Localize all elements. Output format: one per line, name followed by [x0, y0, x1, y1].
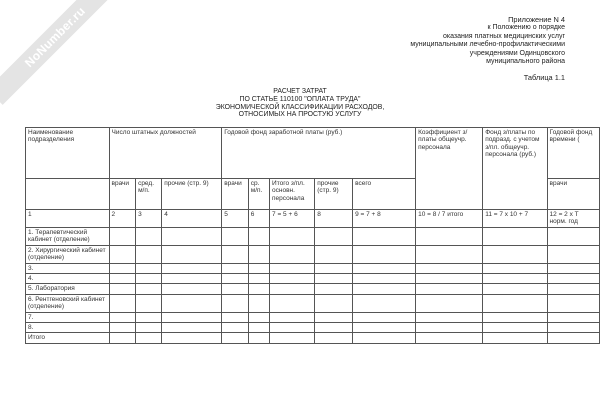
table-cell[interactable]	[353, 312, 416, 322]
header-other-fund: прочие (стр. 9)	[315, 179, 353, 210]
table-row	[26, 263, 600, 273]
table-cell[interactable]	[222, 274, 249, 284]
table-cell[interactable]	[136, 263, 162, 273]
header-doctors-time: врачи	[547, 179, 599, 210]
table-cell[interactable]	[483, 263, 547, 273]
column-number: 12 = 2 x Т норм. год	[547, 210, 599, 228]
table-cell[interactable]	[315, 245, 353, 263]
column-number: 2	[109, 210, 136, 228]
table-cell[interactable]	[136, 245, 162, 263]
table-cell[interactable]	[483, 284, 547, 294]
table-cell[interactable]	[547, 312, 599, 322]
table-cell[interactable]	[270, 274, 315, 284]
table-cell[interactable]	[547, 294, 599, 312]
table-row	[26, 245, 600, 263]
table-cell[interactable]	[136, 294, 162, 312]
table-row	[26, 274, 600, 284]
appendix-header	[245, 16, 565, 66]
table-cell[interactable]	[248, 228, 269, 246]
table-cell[interactable]	[270, 333, 315, 343]
table-cell[interactable]	[248, 245, 269, 263]
table-cell[interactable]	[547, 323, 599, 333]
table-cell[interactable]	[353, 245, 416, 263]
table-cell[interactable]	[483, 294, 547, 312]
header-mid-staff-fund: ср. м/п.	[248, 179, 269, 210]
table-cell[interactable]	[315, 333, 353, 343]
table-cell[interactable]	[109, 294, 136, 312]
table-cell[interactable]	[109, 312, 136, 322]
appendix-line: учреждениями Одинцовского	[469, 49, 565, 57]
header-mid-staff: сред. м/п.	[136, 179, 162, 210]
table-cell[interactable]	[547, 274, 599, 284]
column-number: 4	[162, 210, 222, 228]
table-cell[interactable]	[315, 312, 353, 322]
table-cell[interactable]	[109, 333, 136, 343]
table-cell[interactable]	[248, 312, 269, 322]
table-cell[interactable]	[136, 228, 162, 246]
table-cell[interactable]	[248, 323, 269, 333]
appendix-line: оказания платных медицинских услуг	[442, 32, 565, 40]
table-cell[interactable]	[162, 263, 222, 273]
table-cell[interactable]	[315, 263, 353, 273]
table-row	[26, 294, 600, 312]
table-cell[interactable]	[222, 312, 249, 322]
table-cell[interactable]	[162, 333, 222, 343]
table-cell[interactable]	[162, 274, 222, 284]
row-label: Итого	[26, 333, 110, 343]
table-cell[interactable]	[483, 312, 547, 322]
table-row	[26, 228, 600, 246]
row-label: 7.	[26, 312, 110, 322]
table-cell[interactable]	[136, 333, 162, 343]
table-cell[interactable]	[109, 284, 136, 294]
column-number: 8	[315, 210, 353, 228]
table-cell[interactable]	[416, 323, 483, 333]
table-cell[interactable]	[353, 294, 416, 312]
table-cell[interactable]	[162, 323, 222, 333]
table-cell[interactable]	[547, 284, 599, 294]
header-doctors-fund: врачи	[222, 179, 249, 210]
table-cell[interactable]	[222, 245, 249, 263]
header-staff-count: Число штатных должностей	[109, 128, 222, 179]
column-number: 6	[248, 210, 269, 228]
header-coefficient: Коэффициент з/платы общеучр. персонала	[416, 128, 483, 210]
table-row	[26, 323, 600, 333]
appendix-line: муниципального района	[486, 58, 565, 66]
row-label: 5. Лаборатория	[26, 284, 110, 294]
table-cell[interactable]	[162, 312, 222, 322]
table-cell[interactable]	[416, 274, 483, 284]
watermark: NoNumber.ru	[0, 0, 123, 105]
table-cell[interactable]	[270, 263, 315, 273]
appendix-line: к Положению о порядке	[487, 24, 565, 32]
table-cell[interactable]	[222, 323, 249, 333]
table-cell[interactable]	[353, 323, 416, 333]
table-cell[interactable]	[353, 284, 416, 294]
appendix-line: муниципальными лечебно-профилактическими	[410, 41, 565, 49]
table-cell[interactable]	[416, 312, 483, 322]
cost-table	[25, 127, 600, 344]
table-cell[interactable]	[353, 263, 416, 273]
table-cell[interactable]	[162, 245, 222, 263]
column-number-row	[26, 210, 600, 228]
title-line: ЭКОНОМИЧЕСКОЙ КЛАССИФИКАЦИИ РАСХОДОВ,	[215, 103, 385, 111]
column-number: 3	[136, 210, 162, 228]
table-cell[interactable]	[416, 245, 483, 263]
table-cell[interactable]	[315, 274, 353, 284]
table-cell[interactable]	[353, 274, 416, 284]
table-cell[interactable]	[416, 294, 483, 312]
table-cell[interactable]	[547, 245, 599, 263]
table-cell[interactable]	[315, 284, 353, 294]
row-label: 8.	[26, 323, 110, 333]
header-total-main: Итого з/пл. основн. персонала	[270, 179, 315, 210]
header-annual-time: Годовой фонд времени (	[547, 128, 599, 179]
table-number: Таблица 1.1	[523, 73, 565, 82]
table-cell[interactable]	[248, 263, 269, 273]
table-cell[interactable]	[162, 284, 222, 294]
header-fund-by-unit: Фонд з/платы по подразд. с учетом з/пл. общеучр. персонала (руб.)	[483, 128, 547, 210]
column-number: 1	[26, 210, 110, 228]
table-cell[interactable]	[547, 228, 599, 246]
row-label: 2. Хирургический кабинет (отделение)	[26, 245, 110, 263]
table-cell[interactable]	[136, 284, 162, 294]
table-cell[interactable]	[270, 228, 315, 246]
title-line: ПО СТАТЬЕ 110100 "ОПЛАТА ТРУДА"	[239, 95, 361, 103]
row-label: 4.	[26, 274, 110, 284]
table-cell[interactable]	[109, 323, 136, 333]
header-doctors: врачи	[109, 179, 136, 210]
column-number: 11 = 7 x 10 + 7	[483, 210, 547, 228]
table-cell[interactable]	[222, 333, 249, 343]
table-cell[interactable]	[353, 333, 416, 343]
column-number: 10 = 8 / 7 итого	[416, 210, 483, 228]
row-label: 6. Рентгеновский кабинет (отделение)	[26, 294, 110, 312]
table-cell[interactable]	[222, 294, 249, 312]
column-number: 7 = 5 + 6	[270, 210, 315, 228]
table-cell[interactable]	[248, 294, 269, 312]
table-cell[interactable]	[416, 284, 483, 294]
table-cell[interactable]	[248, 333, 269, 343]
table-cell[interactable]	[547, 263, 599, 273]
table-cell[interactable]	[270, 323, 315, 333]
table-cell[interactable]	[222, 263, 249, 273]
table-cell[interactable]	[162, 294, 222, 312]
table-cell[interactable]	[248, 274, 269, 284]
table-cell[interactable]	[109, 263, 136, 273]
title-line: РАСЧЕТ ЗАТРАТ	[273, 88, 327, 95]
table-cell[interactable]	[222, 284, 249, 294]
table-row	[26, 284, 600, 294]
header-annual-fund: Годовой фонд заработной платы (руб.)	[222, 128, 416, 179]
title-line: ОТНОСИМЫХ НА ПРОСТУЮ УСЛУГУ	[238, 111, 362, 119]
table-cell[interactable]	[109, 274, 136, 284]
table-cell[interactable]	[483, 323, 547, 333]
table-cell[interactable]	[270, 284, 315, 294]
column-number: 5	[222, 210, 249, 228]
table-cell[interactable]	[483, 274, 547, 284]
table-cell[interactable]	[315, 323, 353, 333]
table-cell[interactable]	[109, 228, 136, 246]
table-row	[26, 333, 600, 343]
table-cell[interactable]	[416, 333, 483, 343]
table-cell[interactable]	[353, 228, 416, 246]
table-cell[interactable]	[315, 294, 353, 312]
table-cell[interactable]	[109, 245, 136, 263]
document-title	[150, 88, 450, 119]
table-cell[interactable]	[483, 228, 547, 246]
table-cell[interactable]	[315, 228, 353, 246]
header-total-all: всего	[353, 179, 416, 210]
header-sub-empty	[26, 179, 110, 210]
row-label: 1. Терапевтический кабинет (отделение)	[26, 228, 110, 246]
table-cell[interactable]	[136, 274, 162, 284]
table-cell[interactable]	[248, 284, 269, 294]
table-cell[interactable]	[416, 263, 483, 273]
table-cell[interactable]	[270, 245, 315, 263]
row-label: 3.	[26, 263, 110, 273]
table-cell[interactable]	[547, 333, 599, 343]
table-cell[interactable]	[162, 228, 222, 246]
table-cell[interactable]	[416, 228, 483, 246]
table-cell[interactable]	[270, 312, 315, 322]
appendix-line: Приложение N 4	[508, 15, 565, 24]
table-cell[interactable]	[270, 294, 315, 312]
header-other: прочие (стр. 9)	[162, 179, 222, 210]
header-row-top	[26, 128, 600, 179]
table-cell[interactable]	[136, 312, 162, 322]
header-unit-name: Наименование подразделения	[26, 128, 110, 179]
table-cell[interactable]	[136, 323, 162, 333]
table-cell[interactable]	[483, 333, 547, 343]
table-body	[26, 228, 600, 344]
column-number: 9 = 7 + 8	[353, 210, 416, 228]
table-row	[26, 312, 600, 322]
table-cell[interactable]	[483, 245, 547, 263]
table-cell[interactable]	[222, 228, 249, 246]
